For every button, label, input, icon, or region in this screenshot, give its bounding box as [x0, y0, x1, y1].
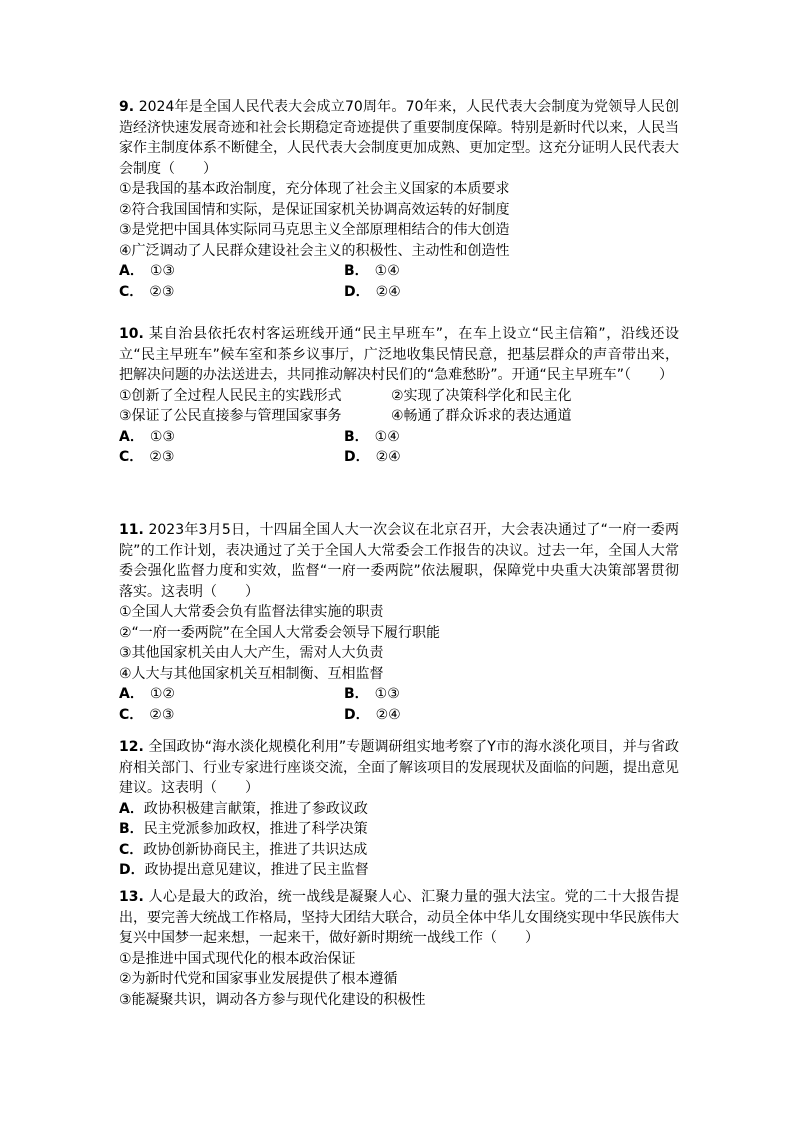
answer-choice-b[interactable]	[344, 261, 400, 282]
question-text: 某自治县依托农村客运班线开通“民主早班车”，在车上设立“民主信箱”，沿线还设立“民主早班车”候车室和茶乡议事厅，广泛地收集民情民意，把基层群众的声音带出来，把解决问题的办法送进去，共同推动解决村民们的“急难愁盼”。开通“民主早班车”（ ）	[119, 326, 680, 383]
answer-label: D．	[344, 706, 370, 723]
question-number: 12.	[119, 739, 144, 755]
answer-row	[119, 282, 679, 303]
statement-option: ②“一府一委两院”在全国人大常委会领导下履行职能	[119, 624, 441, 641]
statement-option: ③能凝聚共识，调动各方参与现代化建设的积极性	[119, 991, 426, 1008]
question-12	[119, 737, 679, 881]
answer-choice-a[interactable]	[119, 684, 344, 705]
answer-label: A．	[119, 263, 144, 279]
answer-label: D．	[344, 283, 370, 300]
statement-option: ①创新了全过程人民民主的实践形式	[119, 387, 342, 404]
answer-label: C．	[119, 283, 144, 300]
answer-choice-d[interactable]	[344, 447, 401, 468]
statement-option: ④畅通了群众诉求的表达通道	[391, 408, 572, 424]
answer-label: B．	[344, 686, 369, 702]
answer-choice-a[interactable]	[119, 427, 344, 448]
answer-choice-c[interactable]	[119, 447, 344, 468]
answer-value: ①②	[149, 686, 175, 702]
question-text: 人心是最大的政治，统一战线是凝聚人心、汇聚力量的强大法宝。党的二十大报告提出，要完善大统战工作格局，坚持大团结大联合，动员全体中华儿女围绕实现中华民族伟大复兴中国梦一起来想，一起来干，做好新时期统一战线工作（ ）	[119, 889, 679, 946]
answer-label: D．	[119, 862, 145, 878]
statement-option: ②符合我国国情和实际，是保证国家机关协调高效运转的好制度	[119, 201, 510, 218]
answer-value: ②③	[149, 449, 175, 465]
statement-row	[119, 406, 679, 427]
question-text: 2024年是全国人民代表大会成立70周年。70年来，人民代表大会制度为党领导人民创造经济快速发展奇迹和社会长期稳定奇迹提供了重要制度保障。特别是新时代以来，人民当家作主制度体系不断健全，人民代表大会制度更加成熟、更加定型。这充分证明人民代表大会制度（ ）	[119, 99, 679, 177]
statement-option: ③其他国家机关由人大产生，需对人大负责	[119, 645, 384, 661]
question-stem	[119, 324, 679, 386]
question-number: 13.	[119, 889, 144, 905]
question-stem	[119, 520, 679, 602]
answer-choice-d[interactable]	[344, 282, 401, 303]
answer-value: ②④	[375, 283, 401, 300]
answer-label: B．	[344, 428, 369, 445]
question-number: 10.	[119, 326, 144, 342]
question-text: 2023年3月5日，十四届全国人大一次会议在北京召开，大会表决通过了“一府一委两院”的工作计划，表决通过了关于全国人大常委会工作报告的决议。过去一年，全国人大常委会强化监督力度和实效，监督“一府一委两院”依法履职，保障党中央重大决策部署贯彻落实。这表明（ ）	[119, 522, 679, 600]
answer-label: C．	[119, 841, 144, 858]
statement-option: ①全国人大常委会负有监督法律实施的职责	[119, 604, 384, 620]
statement-option: ②实现了决策科学化和民主化	[391, 387, 572, 404]
question-10	[119, 324, 679, 468]
answer-value: ①③	[374, 686, 400, 702]
question-number: 9.	[119, 99, 135, 115]
statement-option: ③保证了公民直接参与管理国家事务	[119, 408, 342, 424]
statement-option: ②为新时代党和国家事业发展提供了根本遵循	[119, 971, 398, 987]
answer-row	[119, 705, 679, 726]
answer-label: B．	[119, 821, 144, 837]
statement-option: ①是我国的基本政治制度，充分体现了社会主义国家的本质要求	[119, 181, 510, 197]
answer-label: C．	[119, 449, 144, 465]
statement-option: ④人大与其他国家机关互相制衡、互相监督	[119, 665, 384, 682]
statement-option: ③是党把中国具体实际同马克思主义全部原理相结合的伟大创造	[119, 222, 510, 238]
answer-choice-d[interactable]	[344, 705, 401, 726]
answer-row	[119, 447, 679, 468]
question-9	[119, 97, 679, 302]
question-11	[119, 520, 679, 725]
answer-choice-b[interactable]	[344, 427, 400, 448]
answer-row	[119, 684, 679, 705]
question-stem	[119, 737, 679, 799]
answer-value: ①③	[149, 428, 175, 445]
answer-text: 政协提出意见建议，推进了民主监督	[144, 862, 369, 878]
answer-choice-c[interactable]	[119, 282, 344, 303]
answer-text: 民主党派参加政权，推进了科学决策	[143, 821, 368, 837]
answer-choice-d[interactable]	[119, 860, 679, 881]
statement-option: ④广泛调动了人民群众建设社会主义的积极性、主动性和创造性	[119, 242, 510, 259]
answer-choice-b[interactable]	[344, 684, 400, 705]
question-stem	[119, 97, 679, 179]
answer-label: D．	[344, 449, 370, 465]
answer-text: 政协积极建言献策，推进了参政议政	[143, 800, 368, 817]
answer-value: ①③	[149, 263, 175, 279]
answer-text: 政协创新协商民主，推进了共识达成	[143, 841, 368, 858]
answer-label: A．	[119, 428, 144, 445]
question-13	[119, 887, 679, 1010]
answer-value: ②③	[149, 706, 175, 723]
answer-choice-c[interactable]	[119, 705, 344, 726]
question-number: 11.	[119, 522, 144, 538]
answer-choice-a[interactable]	[119, 799, 679, 820]
answer-value: ②③	[149, 283, 175, 300]
answer-label: A．	[119, 686, 144, 702]
question-stem	[119, 887, 679, 949]
answer-label: C．	[119, 706, 144, 723]
answer-value: ②④	[375, 449, 401, 465]
answer-choice-a[interactable]	[119, 261, 344, 282]
answer-label: B．	[344, 263, 369, 279]
statement-row	[119, 386, 679, 407]
answer-label: A．	[119, 800, 144, 817]
answer-choice-b[interactable]	[119, 819, 679, 840]
answer-value: ①④	[374, 428, 400, 445]
answer-row	[119, 261, 679, 282]
statement-option: ①是推进中国式现代化的根本政治保证	[119, 950, 356, 967]
answer-choice-c[interactable]	[119, 840, 679, 861]
answer-value: ①④	[374, 263, 400, 279]
question-text: 全国政协“海水淡化规模化利用”专题调研组实地考察了Y市的海水淡化项目，并与省政府相关部门、行业专家进行座谈交流，全面了解该项目的发展现状及面临的问题，提出意见建议。这表明（ ）	[119, 739, 679, 796]
answer-row	[119, 427, 679, 448]
answer-value: ②④	[375, 706, 401, 723]
